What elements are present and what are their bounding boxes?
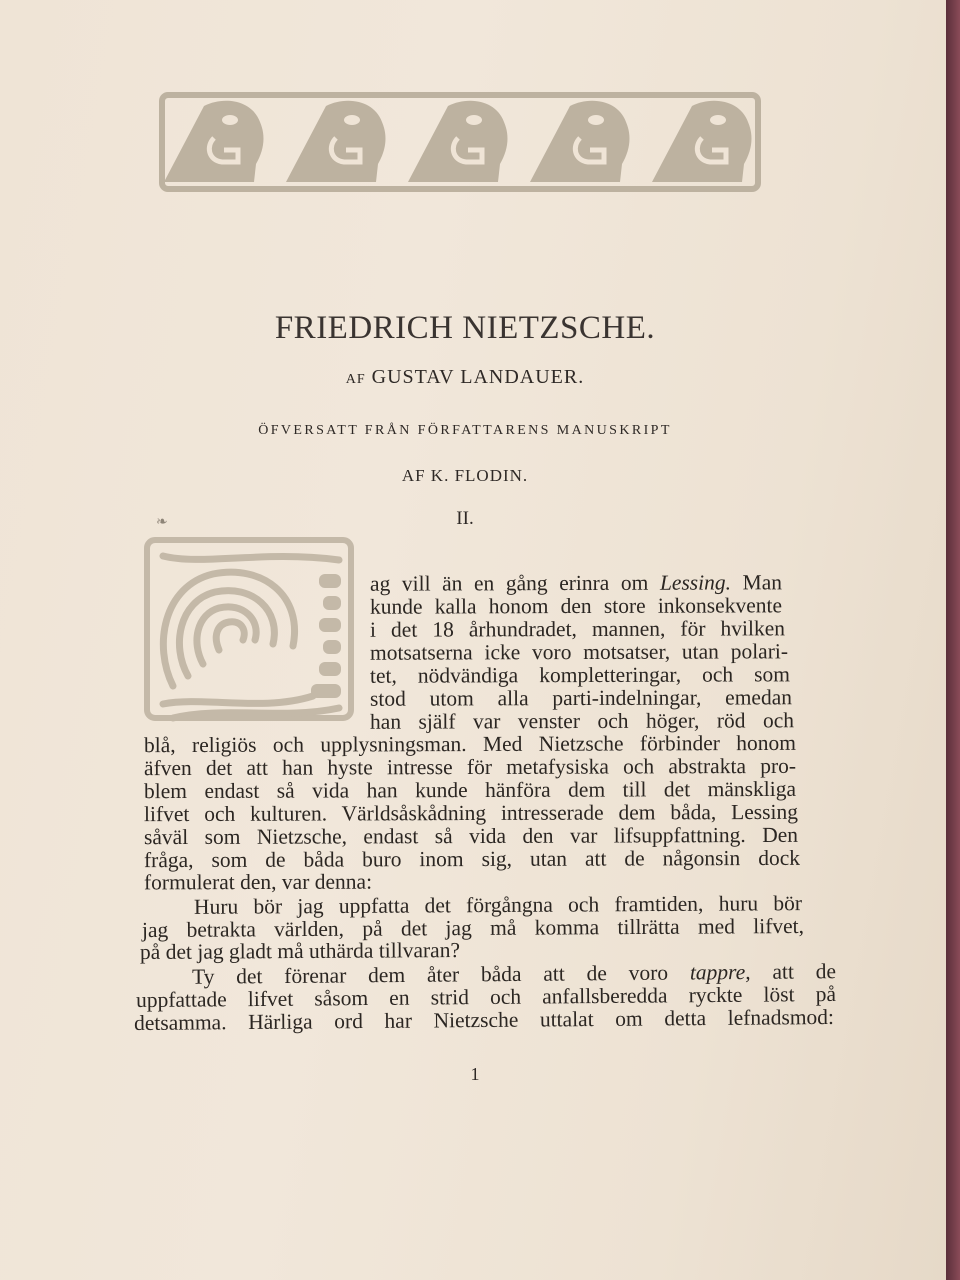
text-line: lifvet och kulturen. Världsåskådning intresserade dem båda, Lessing <box>143 799 799 827</box>
text-line: kunde kalla honom den store inkonsekvente <box>369 593 783 619</box>
text-line: han själf var venster och höger, röd och <box>369 708 795 734</box>
author-prefix: AF <box>345 372 366 387</box>
ornament-head-icon <box>652 101 751 182</box>
emphasized-word: tappre, <box>689 959 751 985</box>
header-ornament <box>158 90 762 194</box>
text-line: stod utom alla parti-indelningar, emedan <box>369 685 793 711</box>
text-line: motsatserna icke voro motsatser, utan polari- <box>369 639 789 665</box>
translator-line: AF K. FLODIN. <box>401 466 529 485</box>
author-name: GUSTAV LANDAUER. <box>371 366 585 388</box>
text-line: jag betrakta världen, på det jag må komma tillrätta med lifvet, <box>141 913 805 943</box>
emphasized-word: Lessing. <box>659 570 732 595</box>
page-edge <box>946 0 960 1280</box>
article-title: FRIEDRICH NIETZSCHE. <box>274 310 656 346</box>
author-line <box>0 366 930 389</box>
text-line: blå, religiös och upplysningsman. Med Nietzsche förbinder honom <box>143 730 797 758</box>
translator-note: ÖFVERSATT FRÅN FÖRFATTARENS MANUSKRIPT <box>258 423 672 438</box>
text-line: i det 18 århundradet, mannen, för hvilken <box>369 616 786 642</box>
text-line: Ty det förenar dem åter båda att de voro tappre, att de <box>191 959 837 989</box>
text-line: Huru bör jag uppfatta det förgångna och framtiden, huru bör <box>193 891 803 919</box>
ornament-head-icon <box>408 101 507 182</box>
section-number: II. <box>456 508 474 529</box>
text-line: äfven det att han hyste intresse för metafysiska och abstrakta pro- <box>143 753 797 781</box>
decorative-initial-j-icon <box>143 536 355 722</box>
text-line: fråga, som de båda buro inom sig, utan att de någonsin dock <box>143 845 801 873</box>
ornament-head-icon <box>286 101 385 182</box>
printer-mark-icon: ❧ <box>156 515 168 530</box>
text-line: på det jag gladt må uthärda tillvaran? <box>139 938 461 964</box>
ornament-head-icon <box>530 101 629 182</box>
text-line: blem endast så vida han kunde hänföra dem till det mänskliga <box>143 776 797 804</box>
text-line: detsamma. Härliga ord har Nietzsche uttalat om detta lefnadsmod: <box>133 1004 835 1036</box>
text-line: uppfattade lifvet såsom en strid och anfallsberedda ryckte löst på <box>135 981 837 1013</box>
text-line: tet, nödvändiga kompletteringar, och som <box>369 662 791 688</box>
ornament-head-icon <box>164 101 263 182</box>
text-line: formulerat den, var denna: <box>143 869 373 895</box>
page-number: 1 <box>470 1064 480 1084</box>
text-line: såväl som Nietzsche, endast så vida den var lifsuppfattning. Den <box>143 822 799 850</box>
text-line: ag vill än en gång erinra om Lessing. Man <box>369 570 783 596</box>
